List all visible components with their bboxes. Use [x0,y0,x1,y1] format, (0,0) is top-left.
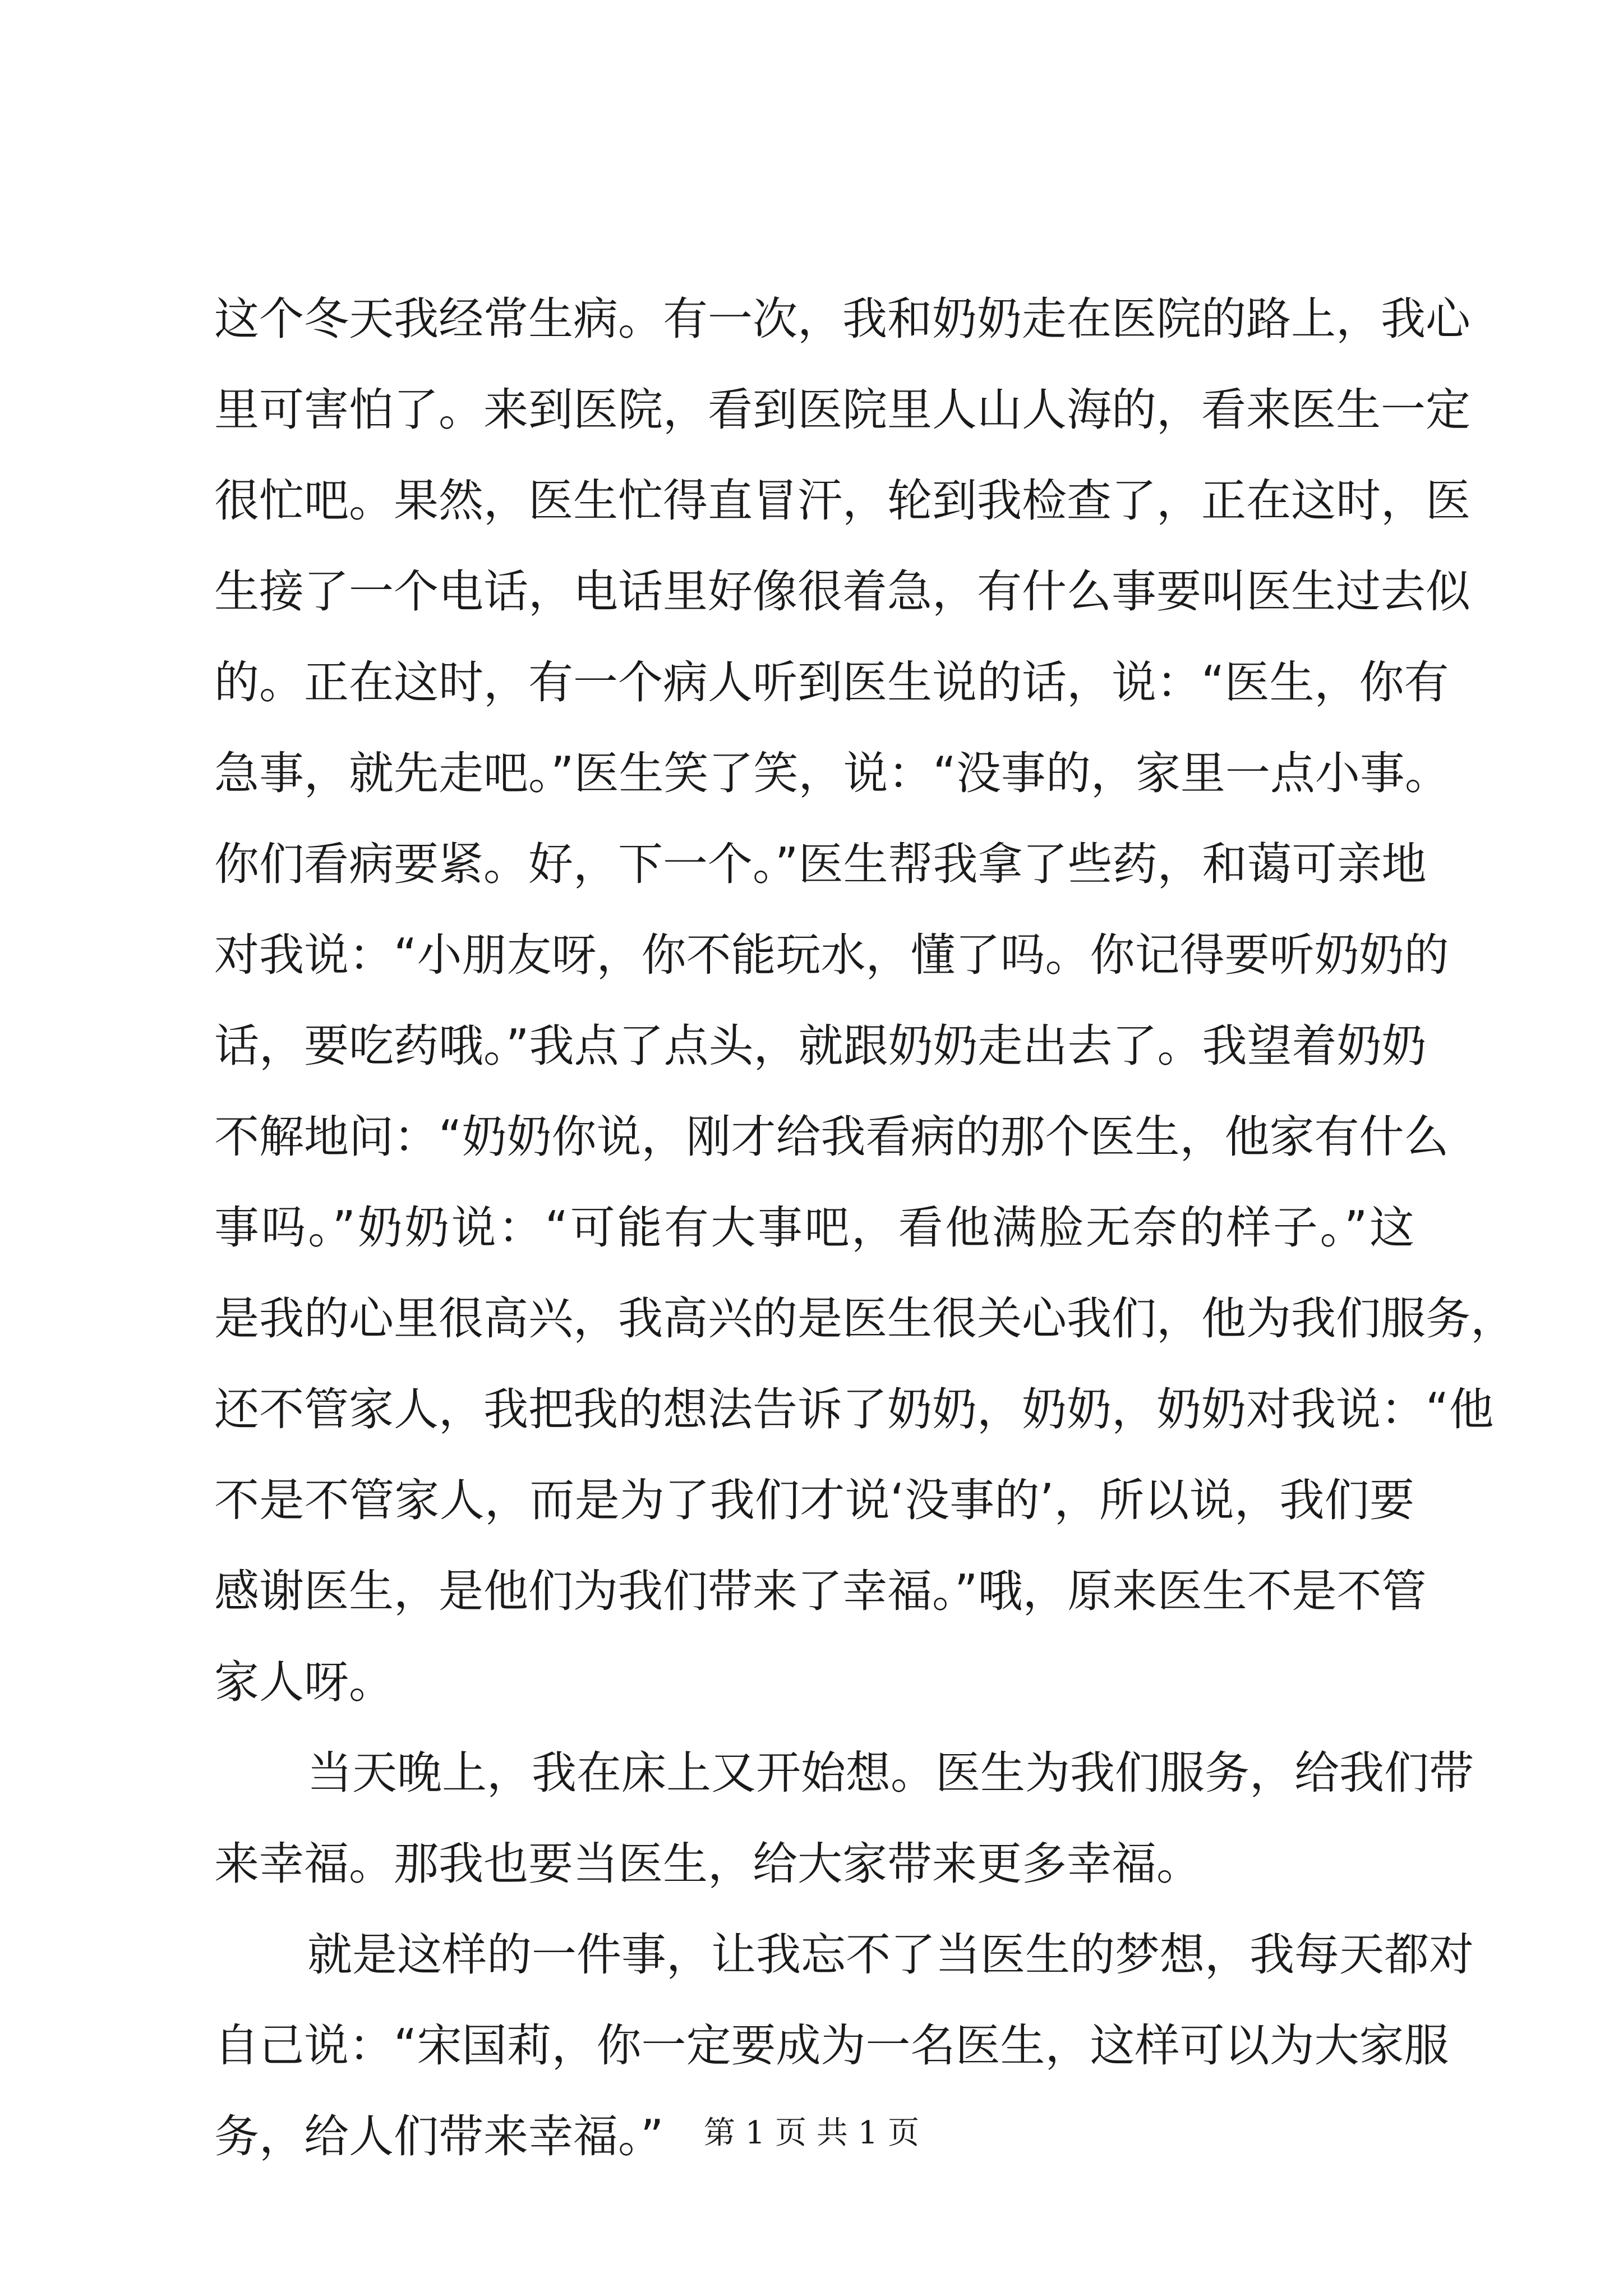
text-line: 来幸福。那我也要当医生，给大家带来更多幸福。 [214,1838,1201,1890]
text-line: 对我说：“小朋友呀，你不能玩水，懂了吗。你记得要听奶奶的 [214,929,1449,981]
text-line: 务，给人们带来幸福。” [214,2110,664,2162]
text-line: 这个冬天我经常生病。有一次，我和奶奶走在医院的路上，我心 [214,293,1470,345]
text-line: 你们看病要紧。好，下一个。”医生帮我拿了些药，和蔼可亲地 [214,838,1427,890]
text-line: 话，要吃药哦。”我点了点头，就跟奶奶走出去了。我望着奶奶 [214,1020,1427,1072]
page-number-footer: 第 1 页 共 1 页 [703,2115,920,2151]
text-line: 的。正在这时，有一个病人听到医生说的话，说：“医生，你有 [214,656,1449,708]
paragraph-start-line: 当天晚上，我在床上又开始想。医生为我们服务，给我们带 [307,1747,1474,1799]
text-line: 家人呀。 [214,1656,394,1708]
text-line: 不解地问：“奶奶你说，刚才给我看病的那个医生，他家有什么 [214,1111,1449,1163]
paragraph-start-line: 就是这样的一件事，让我忘不了当医生的梦想，我每天都对 [307,1929,1474,1981]
text-line: 里可害怕了。来到医院，看到医院里人山人海的，看来医生一定 [214,384,1470,436]
text-line: 急事，就先走吧。”医生笑了笑，说：“没事的，家里一点小事。 [214,747,1450,799]
text-line: 自己说：“宋国莉，你一定要成为一名医生，这样可以为大家服 [214,2019,1449,2072]
text-line: 生接了一个电话，电话里好像很着急，有什么事要叫医生过去似 [214,565,1470,618]
text-line: 还不管家人，我把我的想法告诉了奶奶，奶奶，奶奶对我说：“他 [214,1383,1494,1435]
text-line: 很忙吧。果然，医生忙得直冒汗，轮到我检查了，正在这时，医 [214,475,1470,527]
text-line: 感谢医生，是他们为我们带来了幸福。”哦，原来医生不是不管 [214,1565,1427,1617]
text-line: 事吗。”奶奶说：“可能有大事吧，看他满脸无奈的样子。”这 [214,1202,1414,1254]
text-line: 不是不管家人，而是为了我们才说‘没事的’，所以说，我们要 [214,1474,1414,1526]
text-line: 是我的心里很高兴，我高兴的是医生很关心我们，他为我们服务， [214,1292,1515,1345]
body-text [214,274,1515,2182]
